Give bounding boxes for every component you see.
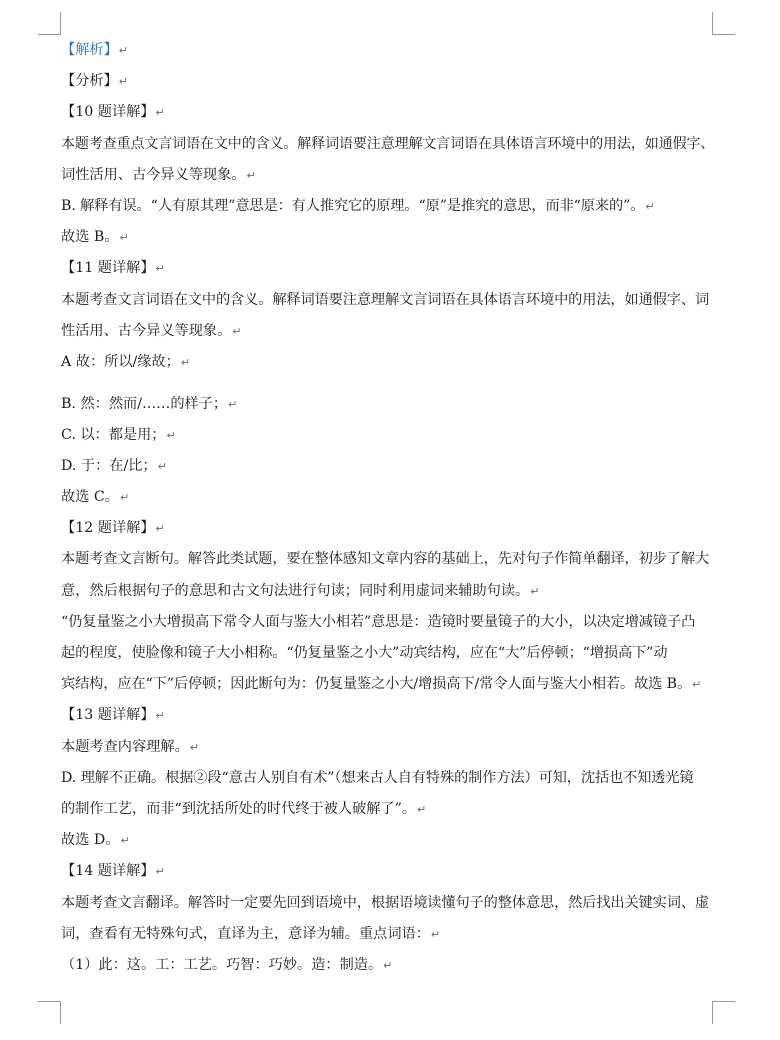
paragraph-mark-icon: ↵: [692, 678, 702, 691]
paragraph-mark-icon: ↵: [166, 429, 176, 442]
paragraph-mark-icon: ↵: [155, 709, 165, 722]
paragraph-mark-icon: ↵: [180, 356, 191, 369]
q11-intro-line-2: 性活用、古今异义等现象。↵: [61, 323, 242, 339]
paragraph-mark-icon: ↵: [189, 741, 199, 754]
paragraph-mark-icon: ↵: [118, 75, 128, 88]
q12-analysis-line-2: 起的程度，使脸像和镜子大小相称。“仍复量鉴之小大”动宾结构，应在“大”后停顿；“增损高下”动: [61, 645, 668, 661]
paragraph-mark-icon: ↵: [530, 585, 540, 598]
crop-mark-bottom-left: [38, 1001, 61, 1024]
q11-option-d: D. 于：在/比；↵: [61, 458, 167, 474]
q11-option-a: A 故：所以/缘故；↵: [61, 354, 191, 370]
q13-analysis-line-2: 的制作工艺，而非“到沈括所处的时代终于被人破解了”。↵: [61, 801, 427, 817]
paragraph-mark-icon: ↵: [417, 803, 427, 816]
q13-heading: 【13 题详解】↵: [61, 707, 165, 723]
q11-heading: 【11 题详解】↵: [61, 260, 165, 276]
paragraph-mark-icon: ↵: [228, 398, 238, 411]
paragraph-mark-icon: ↵: [383, 959, 393, 972]
q11-answer: 故选 C。↵: [61, 489, 130, 505]
paragraph-mark-icon: ↵: [155, 865, 165, 878]
paragraph-mark-icon: ↵: [232, 325, 242, 338]
q12-analysis-line-3: 宾结构，应在“下”后停顿；因此断句为：仍复量鉴之小大/增损高下/常令人面与鉴大小相若。故选 B。↵: [61, 676, 702, 692]
q14-point-1: （1）此：这。工：工艺。巧智：巧妙。造：制造。↵: [61, 957, 393, 973]
q10-heading: 【10 题详解】↵: [61, 104, 165, 120]
q11-intro-line-1: 本题考查文言词语在文中的含义。解释词语要注意理解文言词语在具体语言环境中的用法，如通假字、词: [61, 292, 710, 308]
q12-analysis-line-1: “仍复量鉴之小大增损高下常令人面与鉴大小相若”意思是：造镜时要量镜子的大小，以决定增减镜子凸: [61, 614, 696, 630]
paragraph-mark-icon: ↵: [119, 491, 130, 504]
paragraph-mark-icon: ↵: [246, 169, 256, 182]
q14-intro-line-2: 词，查看有无特殊句式，直译为主，意译为辅。重点词语：↵: [61, 926, 441, 942]
q11-option-c: C. 以：都是用；↵: [61, 427, 176, 443]
q13-intro: 本题考查内容理解。↵: [61, 739, 199, 755]
q14-intro-line-1: 本题考查文言翻译。解答时一定要先回到语境中，根据语境读懂句子的整体意思，然后找出关键实词、虚: [61, 895, 710, 911]
q10-intro-line-1: 本题考查重点文言词语在文中的含义。解释词语要注意理解文言词语在具体语言环境中的用法，如通假字、: [61, 136, 715, 152]
paragraph-mark-icon: ↵: [645, 200, 655, 213]
q10-intro-line-2: 词性活用、古今异义等现象。↵: [61, 167, 256, 183]
paragraph-mark-icon: ↵: [430, 928, 441, 941]
paragraph-mark-icon: ↵: [155, 106, 165, 119]
crop-mark-top-left: [38, 12, 61, 35]
paragraph-mark-icon: ↵: [120, 834, 130, 847]
paragraph-mark-icon: ↵: [119, 231, 129, 244]
section-label-jiexi: 【解析】↵: [61, 42, 128, 58]
q11-option-b: B. 然：然而/……的样子；↵: [61, 396, 238, 412]
q12-heading: 【12 题详解】↵: [61, 520, 165, 536]
q10-answer: 故选 B。↵: [61, 229, 129, 245]
crop-mark-bottom-right: [712, 1001, 735, 1024]
section-label-fenxi: 【分析】↵: [61, 73, 128, 89]
q13-analysis-line-1: D. 理解不正确。根据②段“意古人别自有术”（想来古人自有特殊的制作方法）可知，沈括也不知透光镜: [61, 770, 694, 786]
q10-analysis: B. 解释有误。“人有原其理”意思是：有人推究它的原理。“原”是推究的意思，而非“原来的”。↵: [61, 198, 655, 214]
q14-heading: 【14 题详解】↵: [61, 863, 165, 879]
paragraph-mark-icon: ↵: [157, 460, 167, 473]
q12-intro-line-1: 本题考查文言断句。解答此类试题，要在整体感知文章内容的基础上，先对句子作简单翻译，初步了解大: [61, 551, 710, 567]
paragraph-mark-icon: ↵: [155, 262, 165, 275]
paragraph-mark-icon: ↵: [155, 522, 165, 535]
crop-mark-top-right: [712, 12, 735, 35]
q13-answer: 故选 D。↵: [61, 832, 130, 848]
q12-intro-line-2: 意，然后根据句子的意思和古文句法进行句读；同时利用虚词来辅助句读。↵: [61, 583, 540, 599]
paragraph-mark-icon: ↵: [118, 44, 128, 57]
